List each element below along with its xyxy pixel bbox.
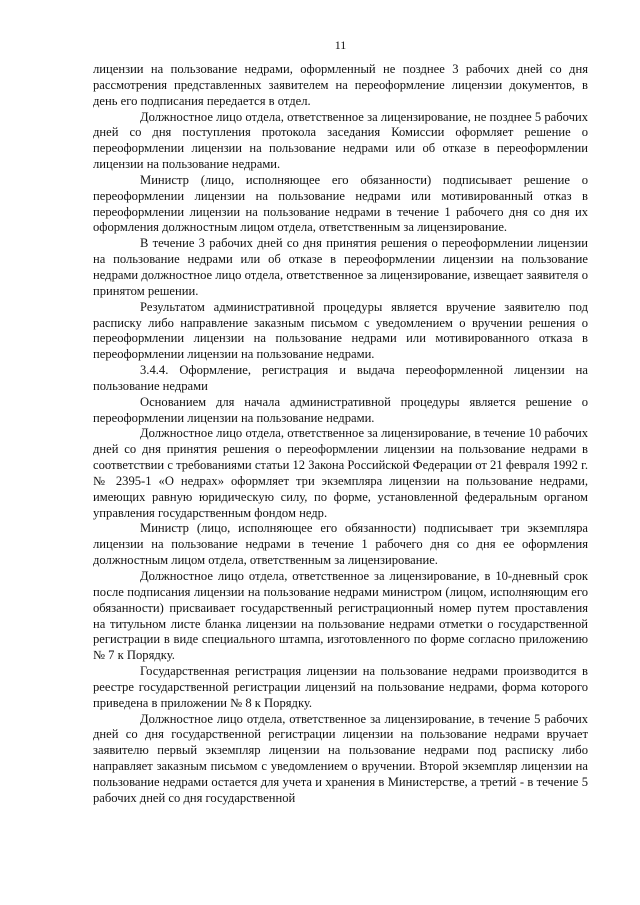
paragraph: Результатом административной процедуры является вручение заявителю под расписку либо направление заказным письмом с уведомлением о вручении решения о переоформлении лицензии на пользование недрами или мотивированного отказа в переоформлении лицензии на пользование недрами. — [93, 299, 588, 362]
paragraph: лицензии на пользование недрами, оформленный не позднее 3 рабочих дней со дня рассмотрения представленных заявителем на переоформление лицензии документов, в день его подписания передается в отдел. — [93, 62, 588, 108]
document-body — [93, 62, 588, 807]
paragraph: Должностное лицо отдела, ответственное за лицензирование, в течение 5 рабочих дней со дня государственной регистрации лицензии на пользование недрами вручает заявителю первый экземпляр лицензии на пользование недрами под расписку либо направляет заказным письмом с уведомлением о вручении. Второй экземпляр лицензии на пользование недрами остается для учета и хранения в Министерстве, а третий - в течение 5 рабочих дней со дня государственной — [93, 711, 588, 805]
paragraph: Государственная регистрация лицензии на пользование недрами производится в реестре государственной регистрации лицензий на пользование недрами, форма которого приведена в приложении № 8 к Порядку. — [93, 664, 588, 710]
paragraph: Должностное лицо отдела, ответственное за лицензирование, в течение 10 рабочих дней со дня принятия решения о переоформлении лицензии на пользование недрами в соответствии с требованиями статьи 12 Закона Российской Федерации от 21 февраля 1992 г. № 2395-1 «О недрах» оформляет три экземпляра лицензии на пользование недрами, имеющих равную юридическую силу, по форме, установленной федеральным органом управления государственным фондом недр. — [93, 426, 588, 520]
paragraph: Министр (лицо, исполняющее его обязанности) подписывает три экземпляра лицензии на пользование недрами в течение 1 рабочего дня со дня ее оформления должностным лицом отдела, ответственным за лицензирование. — [93, 521, 588, 568]
paragraph: В течение 3 рабочих дней со дня принятия решения о переоформлении лицензии на пользование недрами или об отказе в переоформлении лицензии на пользование недрами должностное лицо отдела, ответственное за лицензирование, извещает заявителя о принятом решении. — [93, 236, 588, 298]
section-heading: 3.4.4. Оформление, регистрация и выдача переоформленной лицензии на пользование недрами — [93, 363, 588, 393]
paragraph: Должностное лицо отдела, ответственное за лицензирование, в 10-дневный срок после подписания лицензии на пользование недрами министром (лицом, исполняющим его обязанности) присваивает государственный регистрационный номер путем проставления на титульном листе бланка лицензии на пользование недрами отметки о государственной регистрации в виде специального штампа, изготовленного по форме согласно приложению № 7 к Порядку. — [93, 569, 588, 663]
paragraph: Основанием для начала административной процедуры является решение о переоформлении лицензии на пользование недрами. — [93, 394, 588, 425]
paragraph: Министр (лицо, исполняющее его обязанности) подписывает решение о переоформлении лицензии на пользование недрами или мотивированный отказ в переоформлении лицензии на пользование недрами в течение 1 рабочего дня со дня их оформления должностным лицом отдела, ответственным за лицензирование. — [93, 172, 588, 235]
paragraph: Должностное лицо отдела, ответственное за лицензирование, не позднее 5 рабочих дней со дня поступления протокола заседания Комиссии оформляет решение о переоформлении лицензии на пользование недрами или об отказе в переоформлении лицензии на пользование недрами. — [93, 109, 588, 172]
page-number: 11 — [334, 38, 347, 52]
